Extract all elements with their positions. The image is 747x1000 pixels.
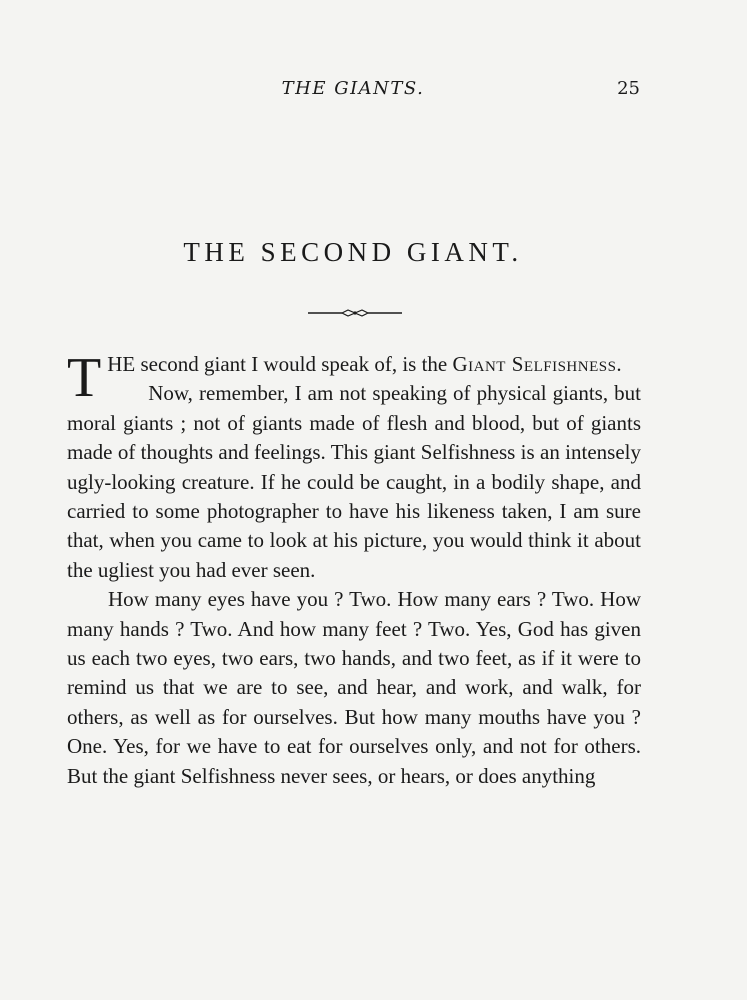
paragraph-1 bbox=[67, 347, 641, 409]
chapter-title: THE SECOND GIANT. bbox=[183, 237, 523, 267]
paragraph-1-end: . bbox=[616, 352, 622, 376]
running-title: THE GIANTS. bbox=[281, 78, 425, 99]
running-head bbox=[66, 74, 640, 104]
paragraph-1-small-caps: Giant Selfishness bbox=[452, 352, 617, 376]
page-number: 25 bbox=[617, 78, 640, 99]
paragraph-1-text: HE second giant I would speak of, is the bbox=[107, 352, 453, 376]
drop-cap: T bbox=[67, 347, 102, 409]
ornament-divider bbox=[308, 306, 402, 320]
paragraph-3: How many eyes have you ? Two. How many ears ? Two. How many hands ? Two. And how many feet ? Two. Yes, God has given us each two eyes, two ears, two hands, and two feet, as if it were to remind us that we are to see, and hear, and work, and walk, for others, as well as for ourselves. But how many mouths have you ? One. Yes, for we have to eat for ourselves only, and not for others. But the giant Selfishness never sees, or hears, or does anything bbox=[67, 587, 641, 788]
body-text bbox=[67, 347, 641, 791]
paragraph-2: Now, remember, I am not speaking of physical giants, but moral giants ; not of giants made of flesh and blood, but of giants made of thoughts and feelings. This giant Selfishness is an intensely ugly-looking creature. If he could be caught, in a bodily shape, and carried to some photographer to have his likeness taken, I am sure that, when you came to look at his picture, you would think it about the ugliest you had ever seen. bbox=[67, 381, 641, 582]
